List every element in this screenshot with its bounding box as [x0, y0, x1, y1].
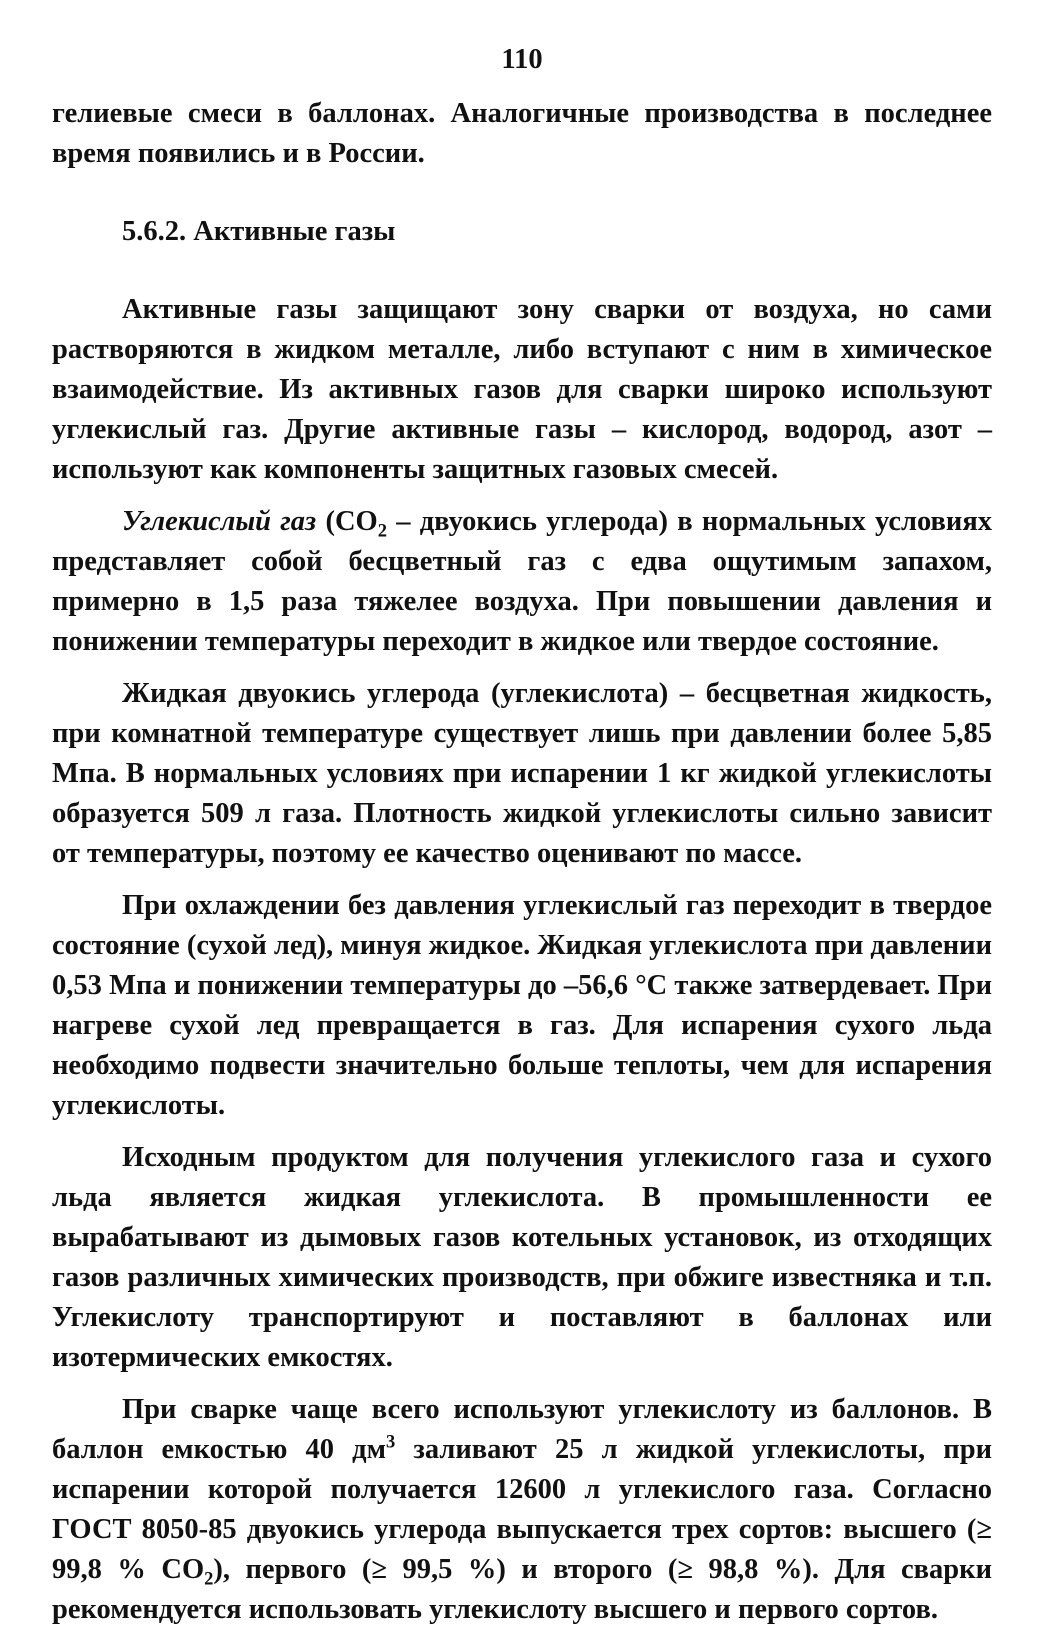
- paragraph-cylinders: [52, 1390, 992, 1630]
- paragraph-text: заливают 25 л жидкой углекислоты, при испарении которой получается 12600 л углекислого газа. Согласно ГОСТ 8050-85 двуокись углерода выпускается трех сортов: высшего (≥ 99,8 % CO: [52, 1434, 992, 1585]
- section-heading: 5.6.2. Активные газы: [122, 216, 396, 247]
- paragraph-liquid-co2: Жидкая двуокись углерода (углекислота) – бесцветная жидкость, при комнатной температуре существует лишь при давлении более 5,85 Мпа. В нормальных условиях при испарении 1 кг жидкой углекислоты образуется 509 л газа. Плотность жидкой углекислоты сильно зависит от температуры, поэтому ее качество оценивают по массе.: [52, 678, 992, 869]
- paragraph-dry-ice: При охлаждении без давления углекислый газ переходит в твердое состояние (сухой лед), минуя жидкое. Жидкая углекислота при давлении 0,53 Мпа и понижении температуры до –56,6 °С также затвердевает. При нагреве сухой лед превращается в газ. Для испарения сухого льда необходимо подвести значительно больше теплоты, чем для испарения углекислоты.: [52, 890, 993, 1121]
- paragraph-production: Исходным продуктом для получения углекислого газа и сухого льда является жидкая углекислота. В промышленности ее вырабатывают из дымовых газов котельных установок, из отходящих газов различных химических производств, при обжиге известняка и т.п. Углекислоту транспортируют и поставляют в баллонах или изотермических емкостях.: [52, 1142, 992, 1373]
- paragraph-text: При сварке чаще всего используют углекислоту из баллонов. В баллон емкостью 40 дм: [52, 1394, 992, 1465]
- page-number: 110: [501, 44, 543, 75]
- superscript: 3: [386, 1431, 396, 1453]
- term-carbon-dioxide: Углекислый газ: [122, 506, 317, 537]
- paragraph-text: – двуокись углерода) в нормальных условиях представляет собой бесцветный газ с едва ощутимым запахом, примерно в 1,5 раза тяжелее воздуха. При повышении давления и понижении температуры переходит в жидкое или твердое состояние.: [52, 506, 993, 657]
- document-page: [52, 40, 992, 1630]
- continuation-paragraph: гелиевые смеси в баллонах. Аналогичные производства в последнее время появились и в России.: [52, 98, 992, 169]
- paragraph-text: ), первого (≥ 99,5 %) и второго (≥ 98,8 %). Для сварки рекомендуется использовать углекислоту высшего и первого сортов.: [52, 1554, 992, 1625]
- paragraph-text: (CO: [316, 506, 378, 537]
- paragraph-carbon-dioxide: [52, 502, 992, 662]
- subscript: 2: [204, 1568, 214, 1590]
- paragraph-active-gases: Активные газы защищают зону сварки от воздуха, но сами растворяются в жидком металле, либо вступают с ним в химическое взаимодействие. Из активных газов для сварки широко используют углекислый газ. Другие активные газы – кислород, водород, азот – используют как компоненты защитных газовых смесей.: [52, 294, 992, 485]
- subscript: 2: [377, 520, 387, 542]
